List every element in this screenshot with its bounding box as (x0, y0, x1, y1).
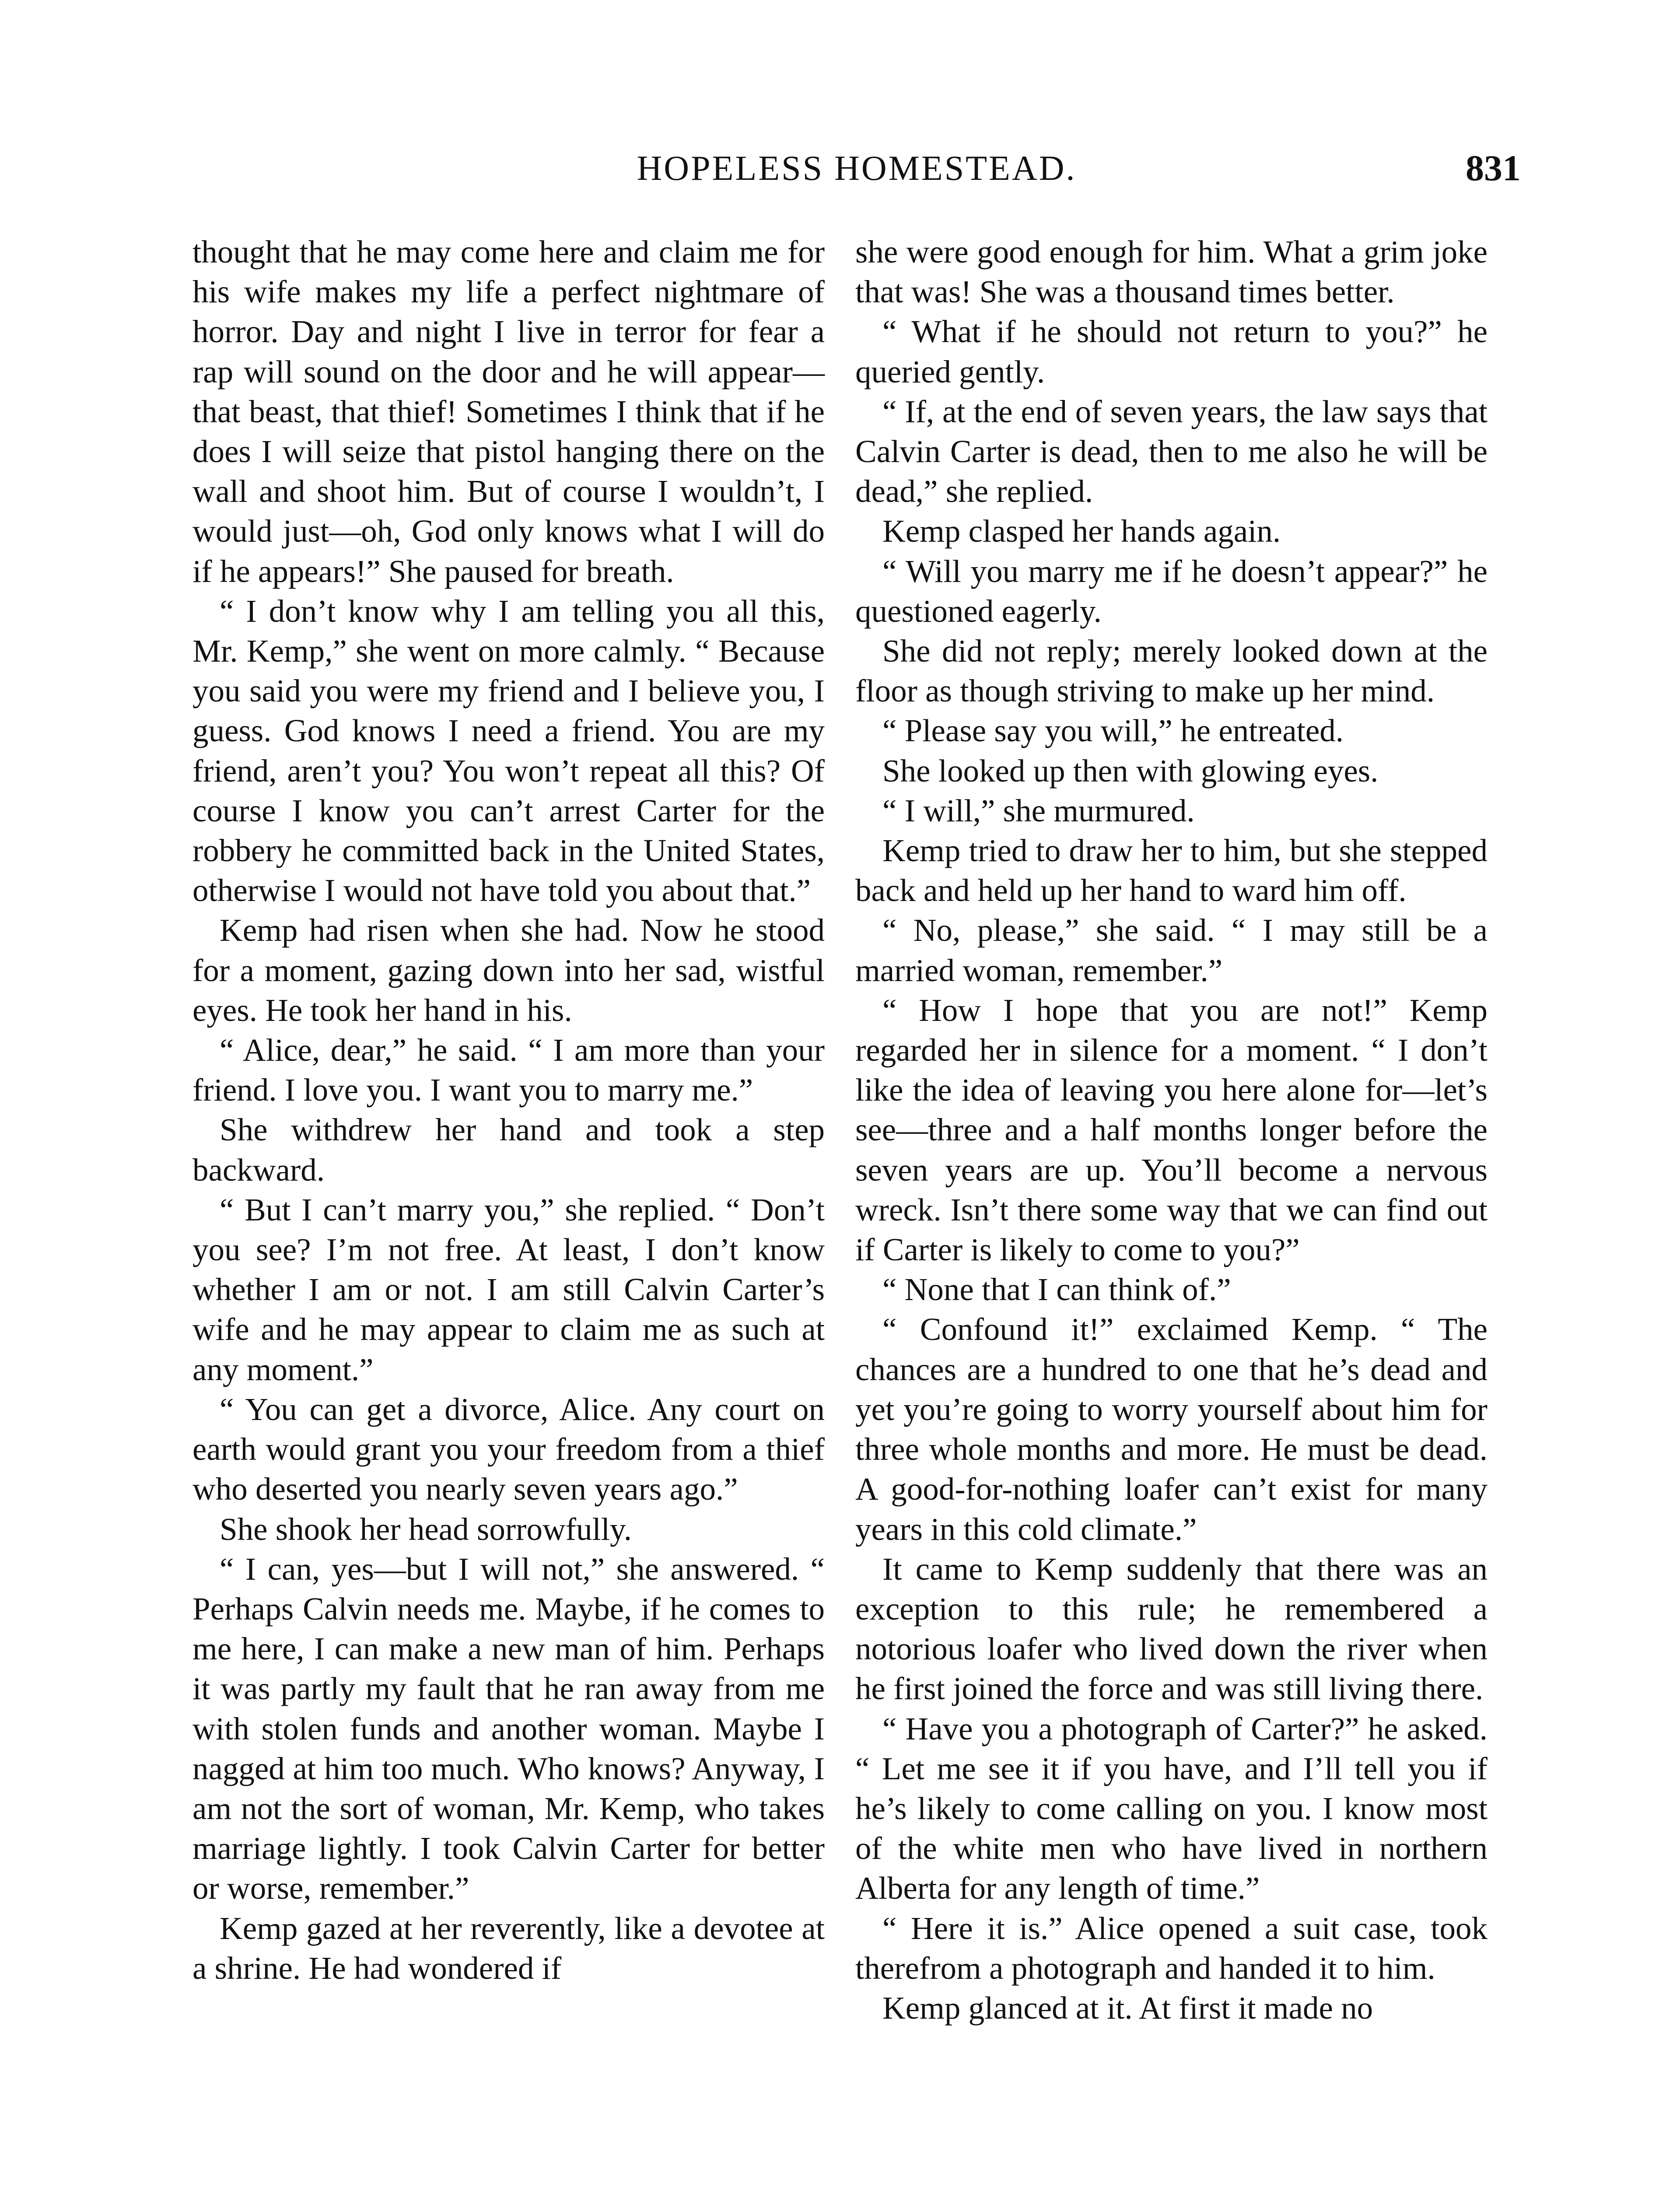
paragraph: “ You can get a divorce, Alice. Any court on earth would grant you your freedom from a thief who deserted you nearly seven years ago.” (192, 1391, 825, 1507)
paragraph: She did not reply; merely looked down at the floor as though striving to make up her mind. (855, 633, 1488, 709)
paragraph: “ Here it is.” Alice opened a suit case, took therefrom a photograph and handed it to him. (855, 1910, 1488, 1986)
paragraph: “ Will you marry me if he doesn’t appear?” he questioned eagerly. (855, 553, 1488, 629)
paragraph: “ Have you a photograph of Carter?” he asked. “ Let me see it if you have, and I’ll tell you if he’s likely to come calling on you. I know most of the white men who have lived in northern Alberta for any length of time.” (855, 1711, 1488, 1906)
paragraph: “ How I hope that you are not!” Kemp regarded her in silence for a moment. “ I don’t like the idea of leaving you here alone for—let’s see—three and a half months longer before the seven years are up. You’ll become a nervous wreck. Isn’t there some way that we can find out if Carter is likely to come to you?” (855, 992, 1488, 1268)
paragraph: She looked up then with glowing eyes. (882, 753, 1379, 789)
paragraph: she were good enough for him. What a grim joke that was! She was a thousand times better. (855, 234, 1488, 310)
paragraph: “ I will,” she murmured. (882, 792, 1195, 828)
page-number: 831 (1466, 148, 1521, 189)
paragraph: Kemp tried to draw her to him, but she stepped back and held up her hand to ward him off. (855, 833, 1488, 908)
paragraph: “ What if he should not return to you?” he queried gently. (855, 314, 1488, 389)
paragraph: She withdrew her hand and took a step backward. (192, 1112, 825, 1188)
paragraph: “ None that I can think of.” (882, 1272, 1231, 1308)
paragraph: thought that he may come here and claim me for his wife makes my life a perfect nightmare of horror. Day and night I live in terror for fear a rap will sound on the door and he will appear—that beast, that thief! Sometimes I think that if he does I will seize that pistol hanging there on the wall and shoot him. But of course I wouldn’t, I would just—oh, God only knows what I will do if he appears!” She paused for breath. (192, 234, 825, 589)
paragraph: “ I can, yes—but I will not,” she answered. “ Perhaps Calvin needs me. Maybe, if he comes to me here, I can make a new man of him. Perhaps it was partly my fault that he ran away from me with stolen funds and another woman. Maybe I nagged at him too much. Who knows? Anyway, I am not the sort of woman, Mr. Kemp, who takes marriage lightly. I took Calvin Carter for better or worse, remember.” (192, 1551, 825, 1906)
paragraph: She shook her head sorrowfully. (220, 1511, 632, 1547)
paragraph: Kemp clasped her hands again. (882, 513, 1281, 549)
paragraph: “ I don’t know why I am telling you all this, Mr. Kemp,” she went on more calmly. “ Because you said you were my friend and I believe you, I guess. God knows I need a friend. You are my friend, aren’t you? You won’t repeat all this? Of course I know you can’t arrest Carter for the robbery he committed back in the United States, otherwise I would not have told you about that.” (192, 593, 825, 908)
paragraph: “ Confound it!” exclaimed Kemp. “ The chances are a hundred to one that he’s dead and yet you’re going to worry yourself about him for three whole months and more. He must be dead. A good-for-nothing loafer can’t exist for many years in this cold climate.” (855, 1311, 1488, 1547)
paragraph: “ No, please,” she said. “ I may still be a married woman, remember.” (855, 912, 1488, 988)
paragraph: Kemp glanced at it. At first it made no (882, 1990, 1373, 2026)
paragraph: Kemp had risen when she had. Now he stood for a moment, gazing down into her sad, wistful eyes. He took her hand in his. (192, 912, 825, 1028)
left-column (192, 232, 825, 1988)
page-header (192, 144, 1521, 214)
running-title: HOPELESS HOMESTEAD. (637, 149, 1077, 188)
paragraph: “ Please say you will,” he entreated. (882, 713, 1344, 749)
paragraph: “ If, at the end of seven years, the law says that Calvin Carter is dead, then to me also he will be dead,” she replied. (855, 393, 1488, 509)
paragraph: Kemp gazed at her reverently, like a devotee at a shrine. He had wondered if (192, 1910, 825, 1986)
paragraph: It came to Kemp suddenly that there was an exception to this rule; he remembered a notorious loafer who lived down the river when he first joined the force and was still living there. (855, 1551, 1488, 1707)
paragraph: “ Alice, dear,” he said. “ I am more than your friend. I love you. I want you to marry me.” (192, 1032, 825, 1108)
paragraph: “ But I can’t marry you,” she replied. “ Don’t you see? I’m not free. At least, I don’t know whether I am or not. I am still Calvin Carter’s wife and he may appear to claim me as such at any moment.” (192, 1192, 825, 1387)
right-column (855, 232, 1488, 2028)
